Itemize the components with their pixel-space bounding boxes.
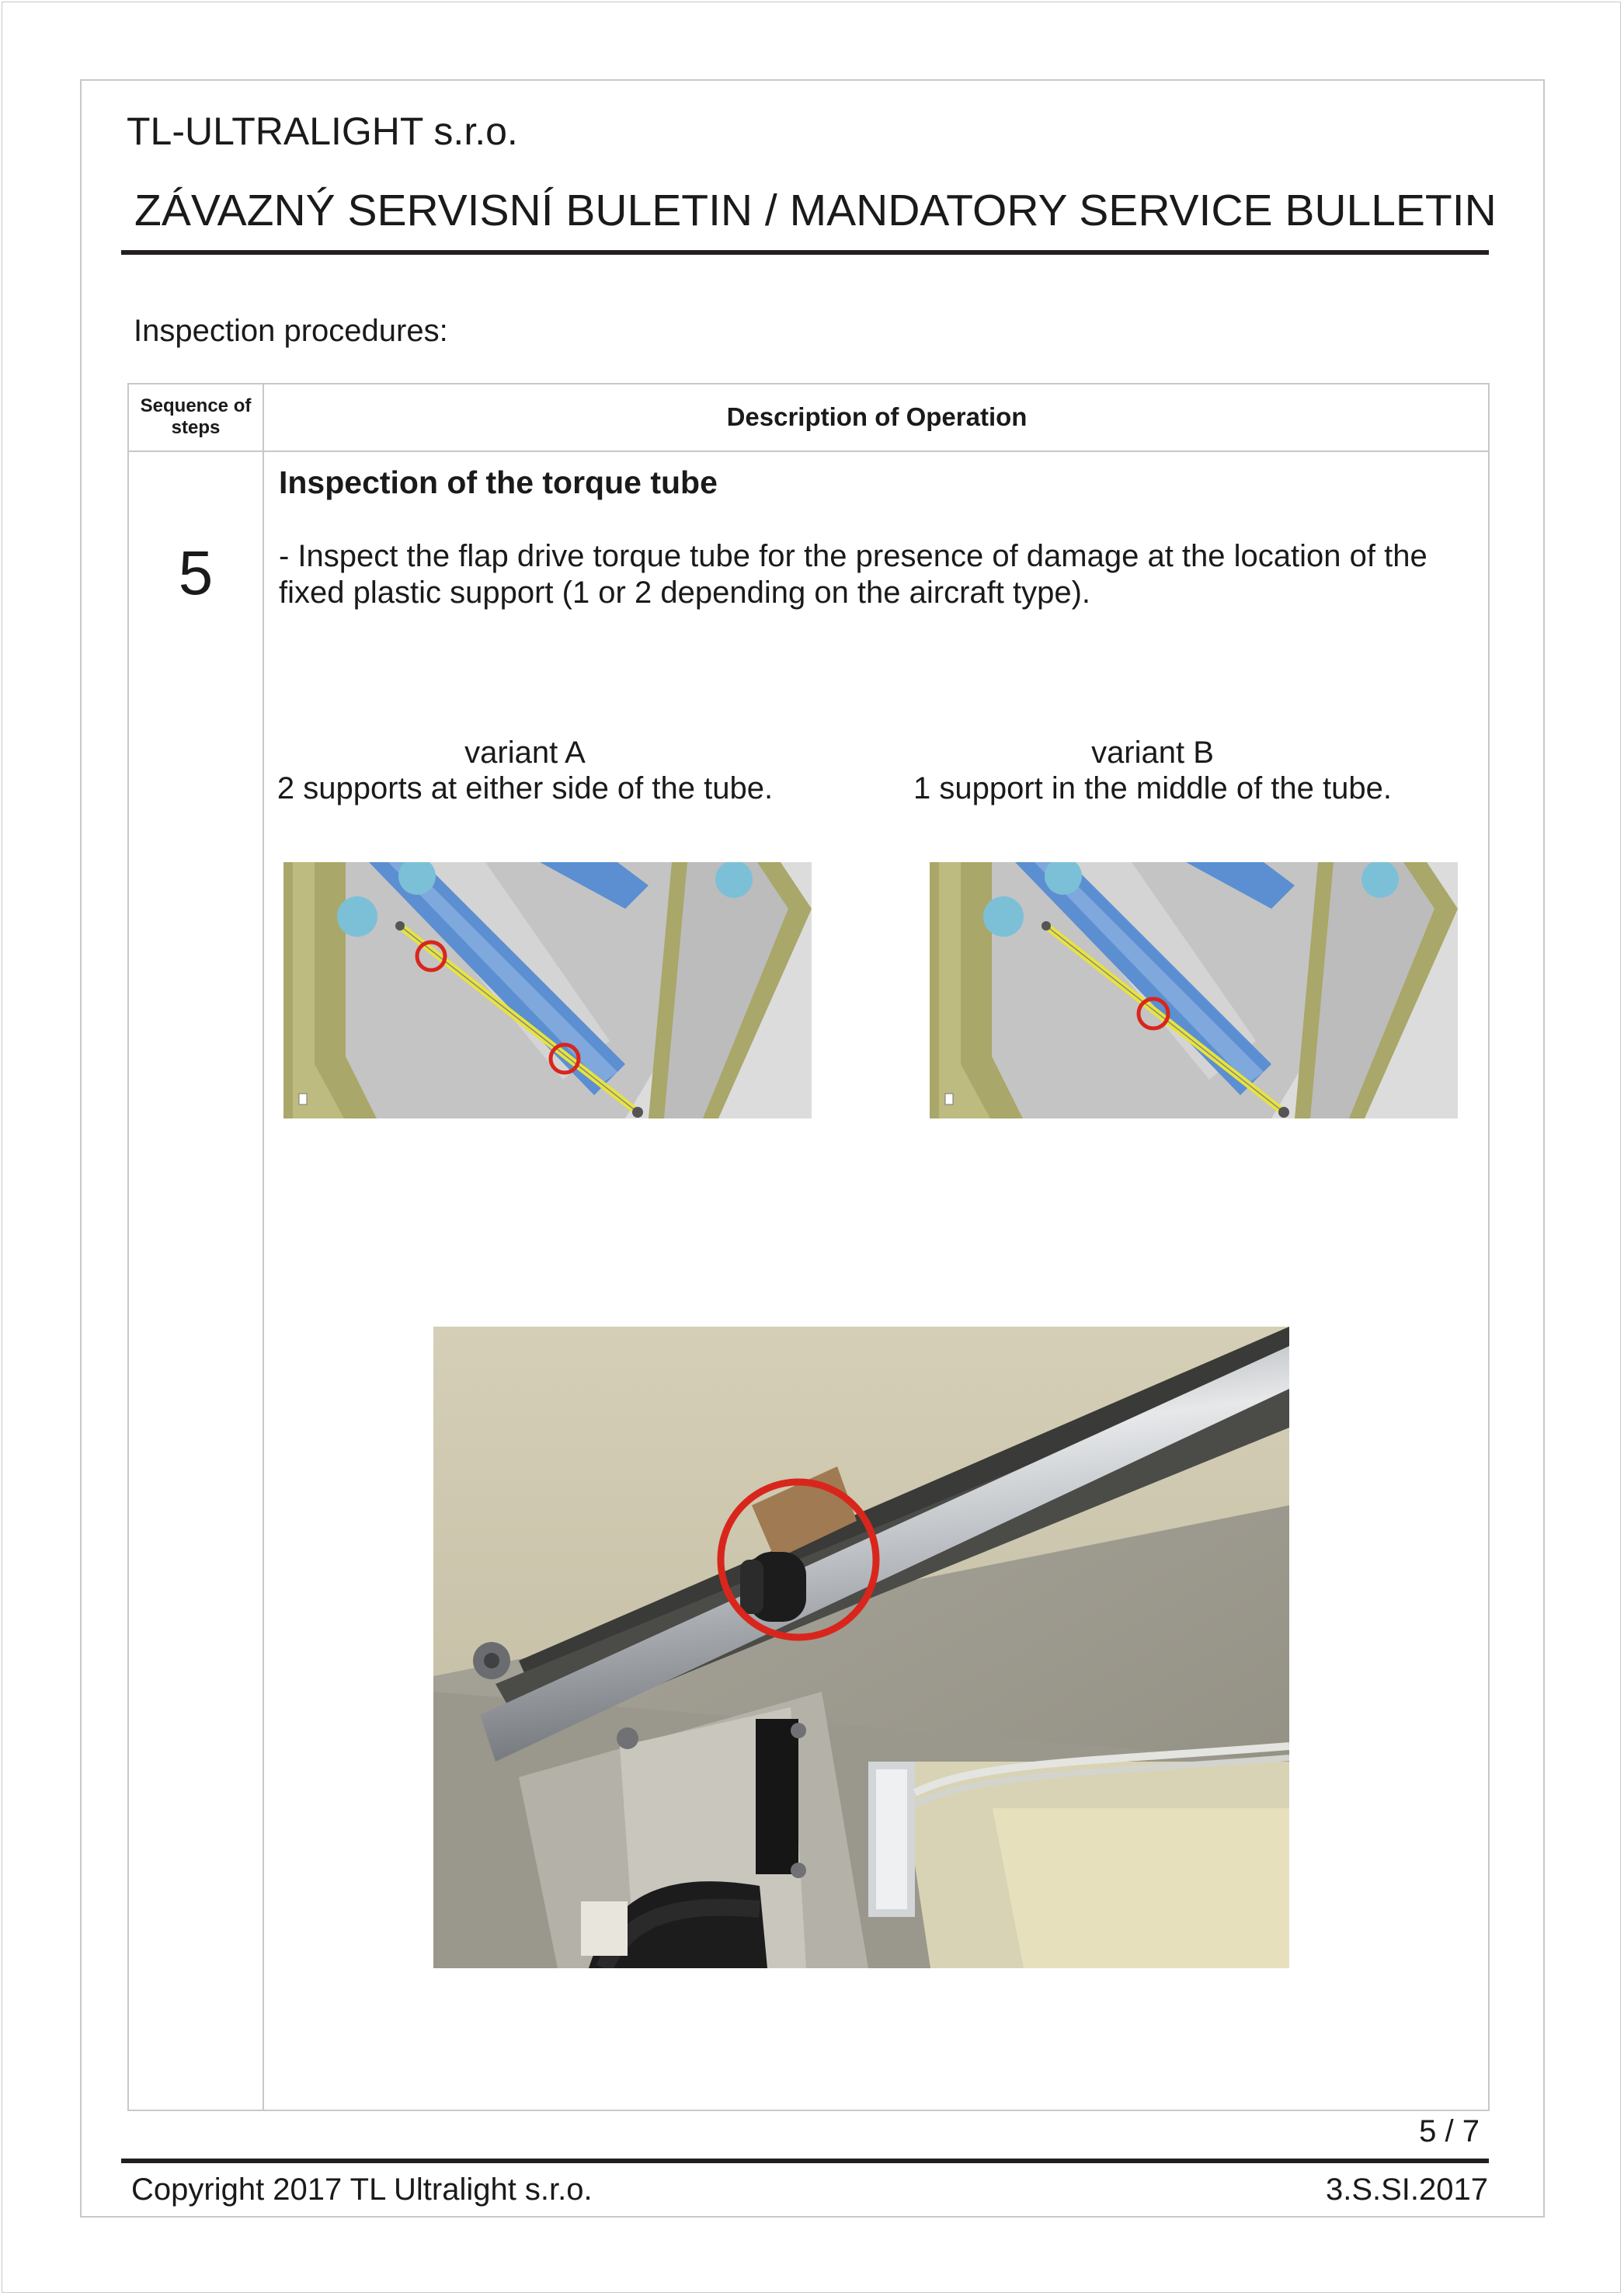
page-number: 5 / 7 [1419, 2114, 1480, 2148]
table-header-divider [127, 451, 1490, 452]
variant-a-description: 2 supports at either side of the tube. [276, 771, 774, 805]
variant-b-description: 1 support in the middle of the tube. [913, 771, 1392, 805]
document-code: 3.S.SI.2017 [1325, 2173, 1488, 2207]
variant-a-name: variant A [464, 736, 586, 770]
column-header-description: Description of Operation [726, 402, 1028, 431]
footer-rule [121, 2159, 1489, 2163]
variant-b-caption [893, 735, 1412, 806]
bulletin-title: ZÁVAZNÝ SERVISNÍ BULETIN / MANDATORY SERVICE BULLETIN [134, 186, 1497, 235]
variant-b-diagram [930, 862, 1458, 1118]
section-heading: Inspection procedures: [134, 314, 448, 348]
step-title: Inspection of the torque tube [279, 464, 718, 500]
copyright: Copyright 2017 TL Ultralight s.r.o. [131, 2173, 593, 2207]
company-name: TL-ULTRALIGHT s.r.o. [127, 110, 518, 153]
step-number: 5 [178, 538, 214, 607]
table-column-divider [263, 383, 264, 2111]
variant-b-name: variant B [1091, 736, 1214, 770]
variant-a-caption [260, 735, 790, 806]
column-header-sequence: Sequence of steps [140, 395, 252, 438]
header-rule [121, 250, 1489, 255]
torque-tube-photo [433, 1327, 1289, 1968]
step-instruction: - Inspect the flap drive torque tube for the presence of damage at the location of the fixed plastic support (1 or 2 depending on the aircraft type). [279, 539, 1428, 610]
variant-a-diagram [283, 862, 812, 1118]
